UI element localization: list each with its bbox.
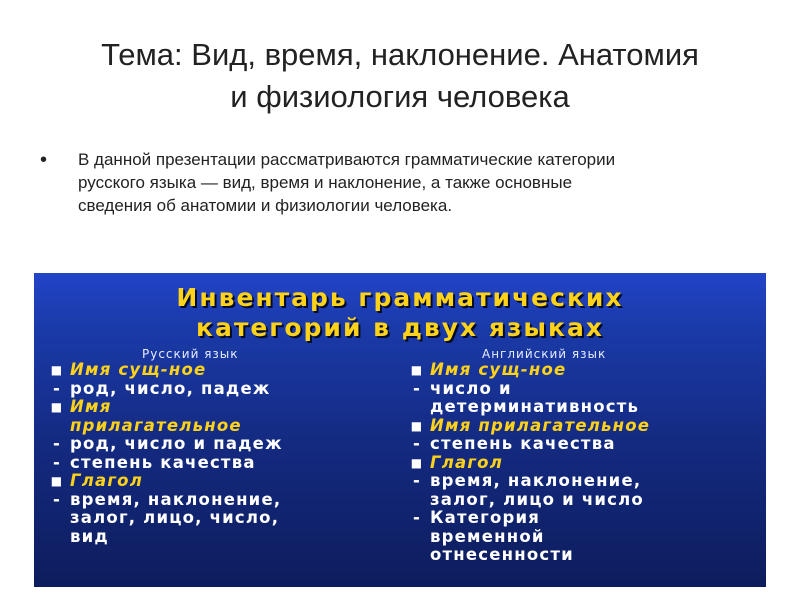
line-marker: ■ (410, 363, 424, 377)
line-text: род, число, падеж (70, 378, 271, 398)
left-column-line (44, 361, 399, 380)
line-marker: - (52, 434, 62, 453)
bullet-text-line-3: сведения об анатомии и физиологии человека. (78, 196, 453, 215)
right-column-line (404, 380, 764, 399)
bullet-text-line-2: русского языка — вид, время и наклонение, а также основные (78, 173, 573, 192)
line-marker: ■ (410, 455, 424, 470)
line-text: время, наклонение, (70, 489, 282, 509)
line-text: род, число и падеж (70, 434, 283, 453)
grammar-inventory-image (34, 273, 766, 587)
left-column-line (44, 509, 399, 528)
line-text: залог, лицо и число (430, 489, 644, 509)
line-marker: - (412, 378, 422, 398)
left-column-line (44, 380, 399, 399)
right-column-line (404, 454, 764, 473)
panel-title (34, 283, 766, 343)
right-column-line (404, 528, 764, 547)
left-column-line (44, 528, 399, 547)
line-text: прилагательное (70, 415, 242, 435)
line-marker: ■ (50, 363, 64, 377)
right-column-line (404, 361, 764, 380)
line-text: Имя сущ-ное (430, 360, 567, 379)
line-text: число и (430, 378, 512, 398)
right-column-line (404, 509, 764, 528)
line-text: Имя (70, 397, 112, 416)
line-marker: - (412, 434, 422, 453)
line-text: Глагол (70, 471, 143, 490)
line-text: время, наклонение, (430, 471, 642, 490)
bullet-item (40, 148, 740, 217)
line-text: Имя сущ-ное (70, 360, 207, 379)
russian-column-heading: Русский язык (142, 347, 239, 361)
line-text: детерминативность (430, 397, 640, 416)
line-text: временной (430, 526, 545, 546)
line-marker: - (52, 378, 62, 398)
line-marker: - (412, 471, 422, 490)
line-text: степень качества (430, 434, 616, 453)
line-text: Категория (430, 508, 541, 527)
left-column-line (44, 398, 399, 417)
line-text: залог, лицо, число, (70, 508, 280, 527)
line-marker: - (412, 508, 422, 527)
line-text: Глагол (430, 452, 503, 472)
right-column-line (404, 435, 764, 454)
line-marker: ■ (50, 400, 64, 414)
line-marker: - (52, 489, 62, 509)
slide-title-line-1: Тема: Вид, время, наклонение. Анатомия (101, 37, 699, 72)
right-column-line (404, 472, 764, 491)
line-marker: ■ (410, 418, 424, 433)
left-column-line (44, 491, 399, 510)
panel-title-line-2: категорий в двух языках (196, 313, 604, 342)
english-column (404, 361, 764, 565)
line-marker: ■ (50, 474, 64, 488)
slide-title (40, 34, 760, 118)
bullet-text (78, 148, 728, 217)
line-text: степень качества (70, 452, 256, 472)
right-column-line (404, 546, 764, 565)
right-column-line (404, 417, 764, 436)
line-marker: - (52, 452, 62, 472)
bullet-marker: • (40, 149, 48, 171)
left-column-line (44, 454, 399, 473)
left-column-line (44, 472, 399, 491)
slide-title-line-2: и физиология человека (230, 79, 570, 114)
right-column-line (404, 491, 764, 510)
left-column-line (44, 417, 399, 436)
left-column-line (44, 435, 399, 454)
line-text: Имя прилагательное (430, 415, 651, 435)
line-text: вид (70, 526, 109, 546)
bullet-text-line-1: В данной презентации рассматриваются грамматические категории (78, 150, 616, 169)
right-column-line (404, 398, 764, 417)
panel-title-line-1: Инвентарь грамматических (176, 283, 624, 312)
english-column-heading: Английский язык (482, 347, 607, 361)
russian-column (44, 361, 399, 546)
line-text: отнесенности (430, 545, 574, 564)
